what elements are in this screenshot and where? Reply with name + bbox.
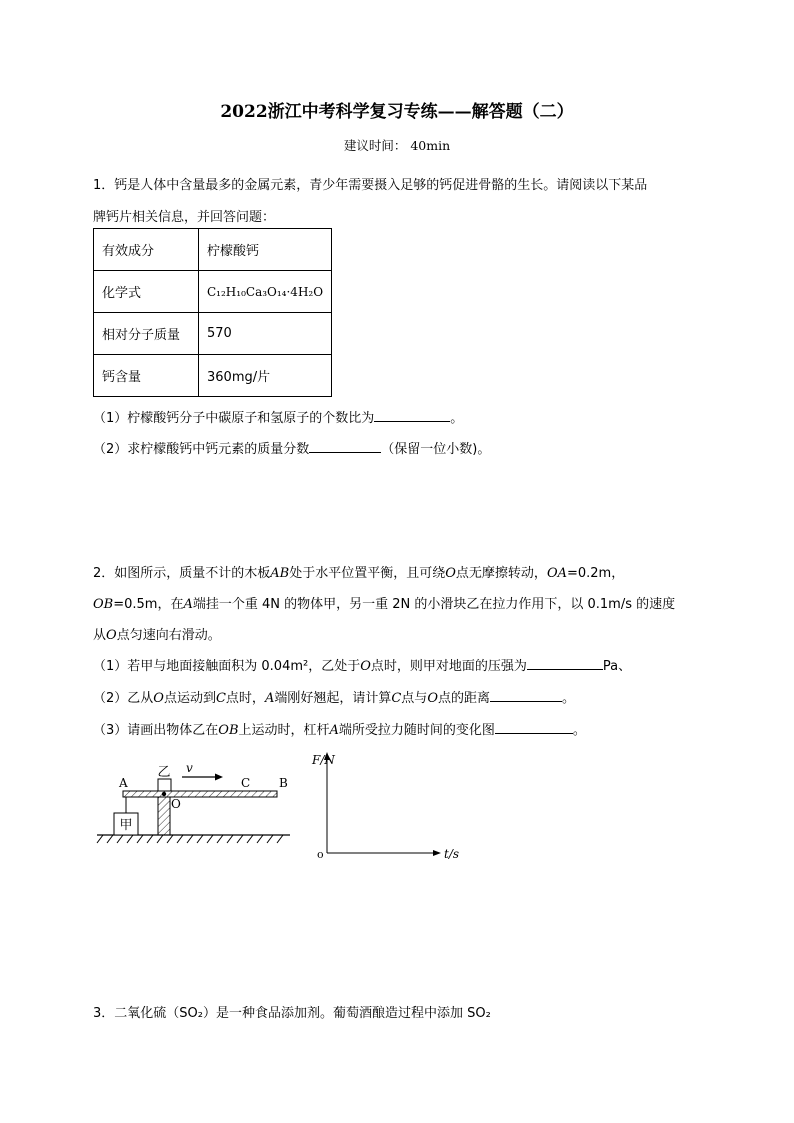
q2-text: 点时， bbox=[225, 691, 265, 706]
q2-text: 处于水平位置平衡，且可绕 bbox=[289, 566, 446, 581]
q2-var: A bbox=[264, 691, 275, 706]
table-cell-formula: C₁₂H₁₀Ca₃O₁₄·4H₂O bbox=[199, 271, 332, 313]
q2-var: A bbox=[329, 723, 339, 738]
answer-blank[interactable] bbox=[490, 689, 562, 702]
q2-var: OB bbox=[218, 723, 239, 738]
answer-blank[interactable] bbox=[495, 721, 573, 734]
label-a: A bbox=[119, 776, 128, 790]
table-row bbox=[94, 313, 332, 355]
origin-label: o bbox=[317, 848, 324, 861]
arrow-head-icon bbox=[215, 774, 223, 781]
lever-diagram bbox=[95, 755, 295, 847]
table-cell-label: 钙含量 bbox=[94, 355, 199, 397]
table-row bbox=[94, 229, 332, 271]
table-cell-value: 570 bbox=[199, 313, 332, 355]
q1-intro-line1: 1．钙是人体中含量最多的金属元素，青少年需要摄入足够的钙促进骨骼的生长。请阅读以下某品 bbox=[93, 178, 648, 193]
label-b: B bbox=[279, 776, 288, 790]
x-axis-label: t/s bbox=[444, 847, 460, 861]
q2-var: OB bbox=[93, 597, 114, 612]
table-row bbox=[94, 271, 332, 313]
q2-var: OA bbox=[546, 566, 567, 581]
q2-text: 点的距离 bbox=[437, 691, 490, 706]
q2-text: 点运动到 bbox=[163, 691, 216, 706]
q2-sub1 bbox=[93, 655, 631, 674]
q2-text: =0.2m， bbox=[566, 566, 625, 581]
answer-blank[interactable] bbox=[527, 657, 603, 670]
q2-text: （2）乙从 bbox=[93, 691, 154, 706]
q1-sub1-end: 。 bbox=[450, 411, 464, 426]
q2-text: 点与 bbox=[401, 691, 428, 706]
table-cell-value: 360mg/片 bbox=[199, 355, 332, 397]
calcium-info-table bbox=[93, 228, 332, 397]
q1-sub2 bbox=[93, 438, 490, 457]
label-v: v bbox=[186, 761, 193, 775]
q2-var: O bbox=[153, 691, 164, 706]
ground-hatch bbox=[97, 835, 283, 843]
x-arrow-icon bbox=[433, 850, 441, 856]
pivot-point bbox=[162, 792, 166, 796]
page-title: 2022浙江中考科学复习专练——解答题（二） bbox=[220, 102, 574, 122]
label-c: C bbox=[241, 776, 251, 790]
q2-text: 。 bbox=[572, 723, 586, 738]
label-jia: 甲 bbox=[119, 818, 133, 833]
q2-var: O bbox=[427, 691, 438, 706]
q2-line2 bbox=[93, 593, 675, 612]
q3-text: 3．二氧化硫（SO₂）是一种食品添加剂。葡萄酒酿造过程中添加 SO₂ bbox=[93, 1006, 491, 1021]
q2-line3 bbox=[93, 624, 221, 643]
q2-text: 从 bbox=[93, 628, 107, 643]
q2-text: 点时，则甲对地面的压强为 bbox=[370, 659, 527, 674]
q2-text: Pa、 bbox=[602, 659, 632, 674]
q1-sub1-text: （1）柠檬酸钙分子中碳原子和氢原子的个数比为 bbox=[93, 411, 375, 426]
table-cell-label: 有效成分 bbox=[94, 229, 199, 271]
q2-var: C bbox=[391, 691, 402, 706]
q2-var: AB bbox=[270, 566, 290, 581]
q2-var: O bbox=[106, 628, 117, 643]
answer-blank[interactable] bbox=[309, 440, 381, 453]
q2-text: 端刚好翘起，请计算 bbox=[274, 691, 392, 706]
table-cell-label: 相对分子质量 bbox=[94, 313, 199, 355]
lever-board bbox=[123, 791, 277, 797]
q2-text: （3）请画出物体乙在 bbox=[93, 723, 219, 738]
label-yi: 乙 bbox=[157, 765, 171, 780]
q2-text: 端所受拉力随时间的变化图 bbox=[338, 723, 495, 738]
q1-intro-line2: 牌钙片相关信息，并回答问题： bbox=[93, 210, 276, 225]
q2-text: 端挂一个重 4N 的物体甲，另一重 2N 的小滑块乙在拉力作用下，以 0.1m/s 的速度 bbox=[192, 597, 676, 612]
q1-sub2-text: （2）求柠檬酸钙中钙元素的质量分数 bbox=[93, 442, 310, 457]
y-axis-label: F/N bbox=[312, 753, 335, 767]
q2-var: O bbox=[445, 566, 456, 581]
q2-text: （1）若甲与地面接触面积为 0.04m²，乙处于 bbox=[93, 659, 361, 674]
table-row bbox=[94, 355, 332, 397]
label-o: O bbox=[171, 797, 181, 811]
q2-var: C bbox=[215, 691, 226, 706]
q2-sub3 bbox=[93, 719, 586, 738]
suggested-time: 建议时间： 40min bbox=[343, 138, 451, 153]
q2-text: 上运动时，杠杆 bbox=[238, 723, 330, 738]
table-cell-value: 柠檬酸钙 bbox=[199, 229, 332, 271]
q2-text: 点无摩擦转动， bbox=[455, 566, 547, 581]
q2-text: 。 bbox=[562, 691, 576, 706]
q2-line1 bbox=[93, 562, 624, 581]
fulcrum-support bbox=[158, 797, 170, 835]
force-time-axes[interactable] bbox=[310, 748, 470, 863]
q2-sub2 bbox=[93, 687, 575, 706]
q1-sub2-end: （保留一位小数)。 bbox=[381, 442, 491, 457]
slider-yi bbox=[158, 779, 171, 791]
answer-blank[interactable] bbox=[374, 409, 450, 422]
q2-text: 点匀速向右滑动。 bbox=[116, 628, 221, 643]
q2-text: =0.5m，在 bbox=[113, 597, 184, 612]
table-cell-label: 化学式 bbox=[94, 271, 199, 313]
q1-sub1 bbox=[93, 407, 463, 426]
q2-var: O bbox=[360, 659, 371, 674]
q2-text: 2．如图所示，质量不计的木板 bbox=[93, 566, 271, 581]
q2-var: A bbox=[183, 597, 193, 612]
